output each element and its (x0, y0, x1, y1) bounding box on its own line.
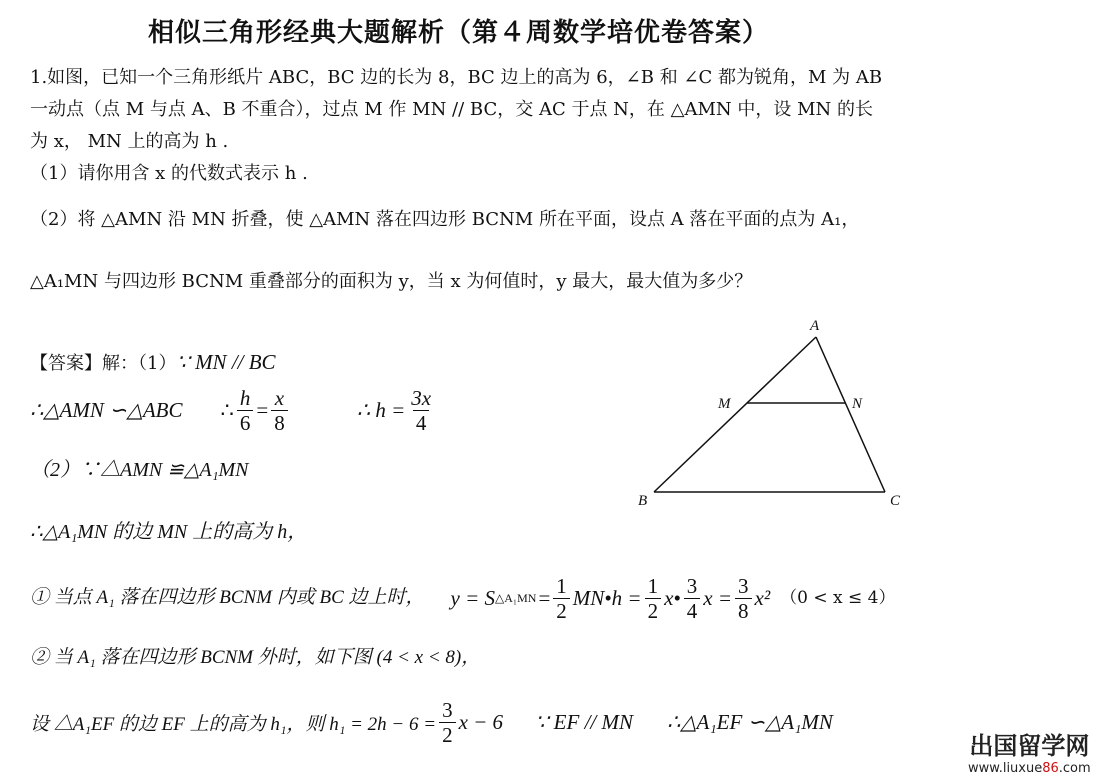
triangle-figure (630, 315, 910, 515)
fraction-one-half (553, 574, 570, 623)
equals-sign: = (256, 397, 269, 422)
fraction-denominator: 2 (645, 598, 662, 623)
answer-because-1: ∵ MN // BC (176, 350, 276, 374)
label-c: C (890, 493, 901, 509)
mn-times-h: MN•h = (572, 585, 642, 610)
label-n: N (852, 396, 863, 412)
similar-1: ∴△AMN ∽△ABC (30, 397, 183, 422)
case-3-similar: ∴△A₁EF ∽△A₁MN (667, 709, 833, 734)
fraction-numerator: h (239, 385, 251, 410)
case-1-subscript: △A₁MN (495, 590, 537, 605)
label-b: B (638, 493, 648, 509)
fraction-h-6 (237, 386, 254, 435)
fraction-numerator: x (274, 385, 285, 410)
case-2-line: ② 当 A₁ 落在四边形 BCNM 外时，如下图 (4 < x < 8)， (30, 647, 481, 668)
fraction-three-eighths (735, 574, 752, 623)
fraction-denominator: 8 (735, 598, 752, 623)
case-3-tail: x − 6 (458, 709, 504, 734)
h-equals: ∴ h = (356, 397, 406, 422)
question-2-line-1: （2）将 △AMN 沿 MN 折叠，使 △AMN 落在四边形 BCNM 所在平面，设点 A 落在平面的点为 A₁， (30, 209, 860, 230)
side-ac (816, 337, 885, 492)
x-squared: x² (754, 585, 771, 610)
fraction-denominator: 8 (271, 410, 288, 435)
height-line: ∴△A₁MN 的边 MN 上的高为 h， (30, 521, 308, 543)
problem-line-3: 为 x， MN 上的高为 h . (30, 131, 229, 152)
page-title: 相似三角形经典大题解析（第４周数学培优卷答案） (148, 18, 770, 48)
problem-line-1: 1.如图，已知一个三角形纸片 ABC，BC 边的长为 8，BC 边上的高为 6，∠B 和 ∠C 都为锐角，M 为 AB (30, 67, 883, 88)
therefore-1: ∴ (220, 397, 234, 422)
fraction-one-half-2 (645, 574, 662, 623)
fraction-denominator: 2 (553, 598, 570, 623)
answer-line-1 (30, 350, 276, 376)
fraction-denominator: 4 (684, 598, 701, 623)
watermark-url (968, 761, 1091, 776)
case-1-text: ① 当点 A₁ 落在四边形 BCNM 内或 BC 边上时， (30, 587, 425, 608)
question-2-line-2: △A₁MN 与四边形 BCNM 重叠部分的面积为 y，当 x 为何值时，y 最大，最大值为多少？ (30, 271, 753, 292)
fraction-numerator: 3 (686, 573, 698, 598)
label-m: M (718, 396, 731, 412)
case-3-text: 设 △A₁EF 的边 EF 上的高为 h₁，则 h₁ = 2h − 6 = (30, 713, 437, 735)
fraction-denominator: 6 (237, 410, 254, 435)
x-equals: x = (703, 585, 733, 610)
question-1: （1）请你用含 x 的代数式表示 h . (30, 163, 308, 184)
x-times: x• (664, 585, 681, 610)
site-watermark (968, 726, 1091, 776)
case-1-y: y = S (450, 585, 496, 610)
answer-line-2 (30, 382, 437, 438)
fraction-numerator: 3 (738, 573, 749, 598)
side-ab (654, 337, 816, 492)
fraction-numerator: 3 (442, 697, 453, 722)
watermark-url-b: 86 (1042, 761, 1059, 776)
case-3-because: ∵ EF // MN (535, 709, 633, 734)
fraction-denominator: 2 (439, 722, 456, 747)
case-3-line (30, 694, 833, 750)
case-1-line (30, 570, 895, 626)
fraction-three-halves (439, 698, 456, 747)
label-a: A (810, 318, 820, 334)
watermark-url-c: .com (1058, 761, 1091, 776)
equals-sign: = (538, 585, 551, 610)
problem-line-2: 一动点（点 M 与点 A、B 不重合），过点 M 作 MN // BC，交 AC 于点 N，在 △AMN 中，设 MN 的长 (30, 99, 873, 120)
fraction-denominator: 4 (413, 410, 430, 435)
fraction-numerator: 1 (647, 573, 659, 598)
fraction-3x-4 (408, 386, 434, 435)
fraction-x-8 (271, 386, 288, 435)
watermark-cn: 出国留学网 (969, 732, 1090, 760)
watermark-url-a: www.liuxue (968, 761, 1043, 776)
case-1-range: （0 < x ≤ 4） (780, 588, 896, 608)
answer-header: 【答案】解：（1） (30, 353, 177, 374)
fraction-numerator: 1 (556, 573, 567, 598)
congruent-line: （2）∵△AMN ≌△A₁MN (30, 459, 249, 481)
fraction-numerator: 3x (411, 385, 432, 410)
fraction-three-quarters (684, 574, 701, 623)
